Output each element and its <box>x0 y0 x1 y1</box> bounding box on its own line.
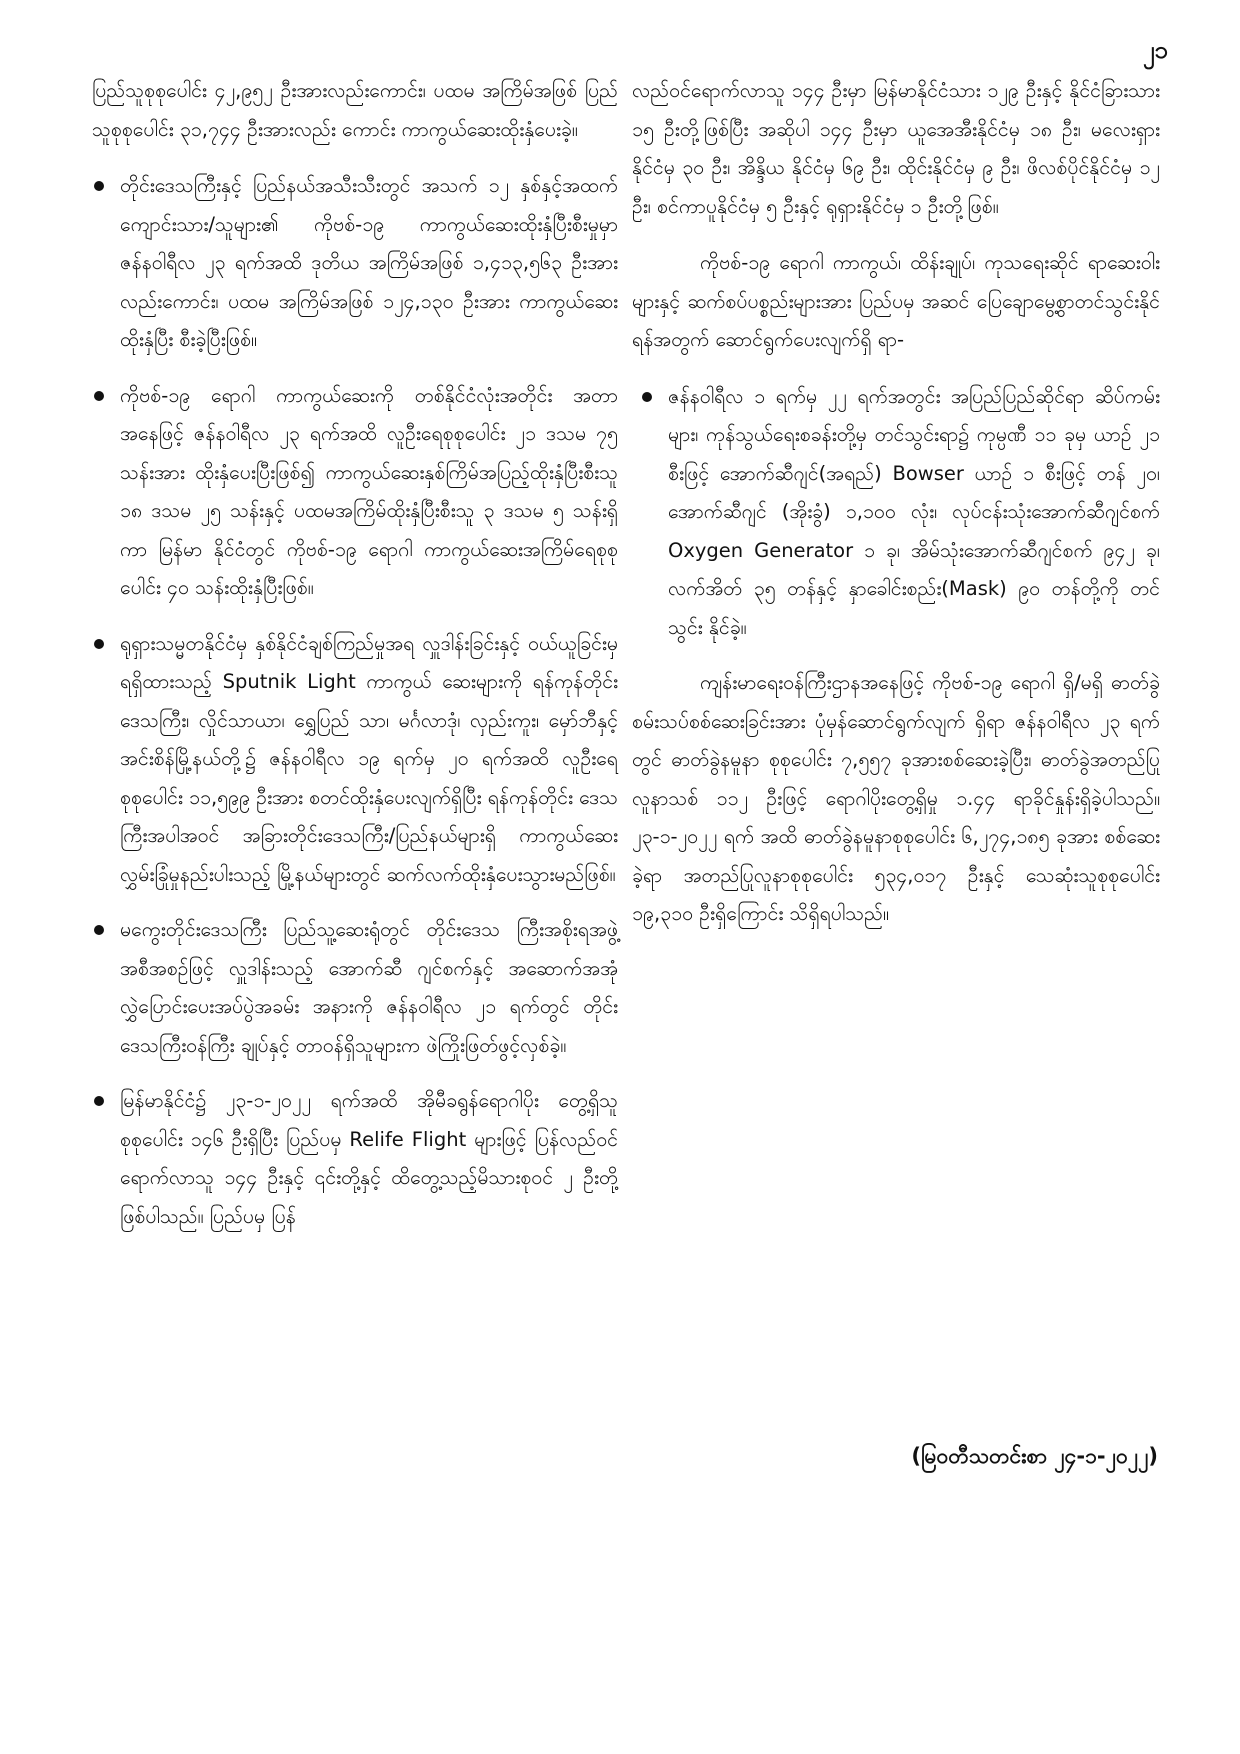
left-column <box>92 72 618 1253</box>
bullet-dot-icon <box>94 391 104 401</box>
bullet-text: မြန်မာနိုင်ငံ၌ ၂၃-၁-၂၀၂၂ ရက်အထိ အိုမီခရွန်ရောဂါပိုး တွေ့ရှိသူစုစုပေါင်း ၁၄၆ ဦးရှိပြီး ပြည်ပမှ Relife Flight များဖြင့် ပြန်လည်ဝင်ရောက်လာသူ ၁၄၄ ဦးနှင့် ၎င်းတို့နှင့် ထိတွေ့သည့်မိသားစုဝင် ၂ ဦးတို့ဖြစ်ပါသည်။ ပြည်ပမှ ပြန် <box>120 1089 618 1228</box>
bullet-dot-icon <box>94 181 104 191</box>
bullet-text: ကိုဗစ်-၁၉ ရောဂါ ကာကွယ်ဆေးကို တစ်နိုင်ငံလုံးအတိုင်း အတာအနေဖြင့် ဇန်နဝါရီလ ၂၃ ရက်အထိ လူဦးရေစုစုပေါင်း ၂၁ ဒသမ ၇၅ သန်းအား ထိုးနှံပေးပြီးဖြစ်၍ ကာကွယ်ဆေးနှစ်ကြိမ်အပြည့်ထိုးနှံပြီးစီးသူ ၁၈ ဒသမ ၂၅ သန်းနှင့် ပထမအကြိမ်ထိုးနှံပြီးစီးသူ ၃ ဒသမ ၅ သန်းရှိကာ မြန်မာ နိုင်ငံတွင် ကိုဗစ်-၁၉ ရောဂါ ကာကွယ်ဆေးအကြိမ်ရေစုစု ပေါင်း ၄၀ သန်းထိုးနှံပြီးဖြစ်။ <box>120 383 618 599</box>
bullet-text: တိုင်းဒေသကြီးနှင့် ပြည်နယ်အသီးသီးတွင် အသက် ၁၂ နှစ်နှင့်အထက် ကျောင်းသား/သူများ၏ ကိုဗစ်-၁၉ ကာကွယ်ဆေးထိုးနှံပြီးစီးမှုမှာ ဇန်နဝါရီလ ၂၃ ရက်အထိ ဒုတိယ အကြိမ်အဖြစ် ၁,၄၁၃,၅၆၃ ဦးအားလည်းကောင်း၊ ပထမ အကြိမ်အဖြစ် ၁၂၄,၁၃၀ ဦးအား ကာကွယ်ဆေးထိုးနှံပြီး စီးခဲ့ပြီးဖြစ်။ <box>120 174 618 351</box>
left-intro-paragraph: ပြည်သူစုစုပေါင်း ၄၂,၉၅၂ ဦးအားလည်းကောင်း၊ ပထမ အကြိမ်အဖြစ် ပြည်သူစုစုပေါင်း ၃၁,၇၄၄ ဦးအားလည်း ကောင်း ကာကွယ်ဆေးထိုးနှံပေးခဲ့။ <box>92 79 618 141</box>
list-item <box>92 167 618 360</box>
page-number: ၂၁ <box>1142 36 1168 64</box>
bullet-dot-icon <box>94 639 104 649</box>
list-item <box>92 377 618 608</box>
bullet-dot-icon <box>642 392 652 402</box>
list-item <box>92 1082 618 1236</box>
right-intro-paragraph: ကိုဗစ်-၁၉ ရောဂါ ကာကွယ်၊ ထိန်းချုပ်၊ ကုသရေးဆိုင် ရာဆေးဝါးများနှင့် ဆက်စပ်ပစ္စည်းများအား ပြည်ပမှ အဆင် ပြေချောမွေ့စွာတင်သွင်းနိုင်ရန်အတွက် ဆောင်ရွက်ပေးလျက်ရှိ ရာ- <box>632 251 1160 351</box>
bullet-text: မကွေးတိုင်းဒေသကြီး ပြည်သူ့ဆေးရုံတွင် တိုင်းဒေသ ကြီးအစိုးရအဖွဲ့အစီအစဉ်ဖြင့် လှူဒါန်းသည့် အောက်ဆီ ဂျင်စက်နှင့် အဆောက်အအုံလွှဲပြောင်းပေးအပ်ပွဲအခမ်း အနားကို ဇန်နဝါရီလ ၂၁ ရက်တွင် တိုင်းဒေသကြီးဝန်ကြီး ချုပ်နှင့် တာဝန်ရှိသူများက ဖဲကြိုးဖြတ်ဖွင့်လှစ်ခဲ့။ <box>120 918 618 1057</box>
source-citation: (မြဝတီသတင်းစာ ၂၄-၁-၂၀၂၂) <box>911 1444 1158 1468</box>
right-closing-paragraph: ကျန်းမာရေးဝန်ကြီးဌာနအနေဖြင့် ကိုဗစ်-၁၉ ရောဂါ ရှိ/မရှိ ဓာတ်ခွဲစမ်းသပ်စစ်ဆေးခြင်းအား ပုံမှန်ဆောင်ရွက်လျက် ရှိရာ ဇန်နဝါရီလ ၂၃ ရက်တွင် ဓာတ်ခွဲနမူနာ စုစုပေါင်း ၇,၅၅၇ ခုအားစစ်ဆေးခဲ့ပြီး၊ ဓာတ်ခွဲအတည်ပြုလူနာသစ် ၁၁၂ ဦးဖြင့် ရောဂါပိုးတွေ့ရှိမှု ၁.၄၄ ရာခိုင်နှုန်းရှိခဲ့ပါသည်။ ၂၃-၁-၂၀၂၂ ရက် အထိ ဓာတ်ခွဲနမူနာစုစုပေါင်း ၆,၂၇၄,၁၈၅ ခုအား စစ်ဆေးခဲ့ရာ အတည်ပြုလူနာစုစုပေါင်း ၅၃၄,၀၁၇ ဦးနှင့် သေဆုံးသူစုစုပေါင်း ၁၉,၃၁၀ ဦးရှိကြောင်း သိရှိရပါသည်။ <box>632 671 1160 925</box>
list-item <box>640 378 1160 648</box>
bullet-text: ဇန်နဝါရီလ ၁ ရက်မှ ၂၂ ရက်အတွင်း အပြည်ပြည်ဆိုင်ရာ ဆိပ်ကမ်းများ၊ ကုန်သွယ်ရေးစခန်းတို့မှ တင်သွင်းရာ၌ ကုမ္ပဏီ ၁၁ ခုမှ ယာဉ် ၂၁ စီးဖြင့် အောက်ဆီဂျင်(အရည်) Bowser ယာဉ် ၁ စီးဖြင့် တန် ၂၀၊ အောက်ဆီဂျင် (အိုးခွံ) ၁,၁၀၀ လုံး၊ လုပ်ငန်းသုံးအောက်ဆီဂျင်စက် Oxygen Generator ၁ ခု၊ အိမ်သုံးအောက်ဆီဂျင်စက် ၉၄၂ ခု၊ လက်အိတ် ၃၅ တန်နှင့် နှာခေါင်းစည်း(Mask) ၉၀ တန်တို့ကို တင်သွင်း နိုင်ခဲ့။ <box>668 384 1160 639</box>
list-item <box>92 625 618 895</box>
bullet-text: ရုရှားသမ္မတနိုင်ငံမှ နှစ်နိုင်ငံချစ်ကြည်မှုအရ လှူဒါန်းခြင်းနှင့် ဝယ်ယူခြင်းမှ ရရှိထားသည့် Sputnik Light ကာကွယ် ဆေးများကို ရန်ကုန်တိုင်းဒေသကြီး၊ လှိုင်သာယာ၊ ရွှေပြည် သာ၊ မင်္ဂလာဒုံ၊ လှည်းကူး၊ မှော်ဘီနှင့် အင်းစိန်မြို့နယ်တို့၌ ဇန်နဝါရီလ ၁၉ ရက်မှ ၂၀ ရက်အထိ လူဦးရေစုစုပေါင်း ၁၁,၅၉၉ ဦးအား စတင်ထိုးနှံပေးလျက်ရှိပြီး ရန်ကုန်တိုင်း ဒေသကြီးအပါအဝင် အခြားတိုင်းဒေသကြီး/ပြည်နယ်များရှိ ကာကွယ်ဆေးလွှမ်းခြုံမှုနည်းပါးသည့် မြို့နယ်များတွင် ဆက်လက်ထိုးနှံပေးသွားမည်ဖြစ်။ <box>120 631 618 886</box>
left-bullet-list <box>92 167 618 1236</box>
right-bullet-list <box>632 378 1160 648</box>
right-continuation-paragraph: လည်ဝင်ရောက်လာသူ ၁၄၄ ဦးမှာ မြန်မာနိုင်ငံသား ၁၂၉ ဦးနှင့် နိုင်ငံခြားသား ၁၅ ဦးတို့ဖြစ်ပြီး အဆိုပါ ၁၄၄ ဦးမှာ ယူအေအီးနိုင်ငံမှ ၁၈ ဦး၊ မလေးရှားနိုင်ငံမှ ၃၀ ဦး၊ အိန္ဒိယ နိုင်ငံမှ ၆၉ ဦး၊ ထိုင်းနိုင်ငံမှ ၉ ဦး၊ ဖိလစ်ပိုင်နိုင်ငံမှ ၁၂ ဦး၊ စင်ကာပူနိုင်ငံမှ ၅ ဦးနှင့် ရုရှားနိုင်ငံမှ ၁ ဦးတို့ဖြစ်။ <box>632 79 1160 218</box>
list-item <box>92 911 618 1065</box>
bullet-dot-icon <box>94 925 104 935</box>
right-column <box>632 72 1160 952</box>
bullet-dot-icon <box>94 1096 104 1106</box>
